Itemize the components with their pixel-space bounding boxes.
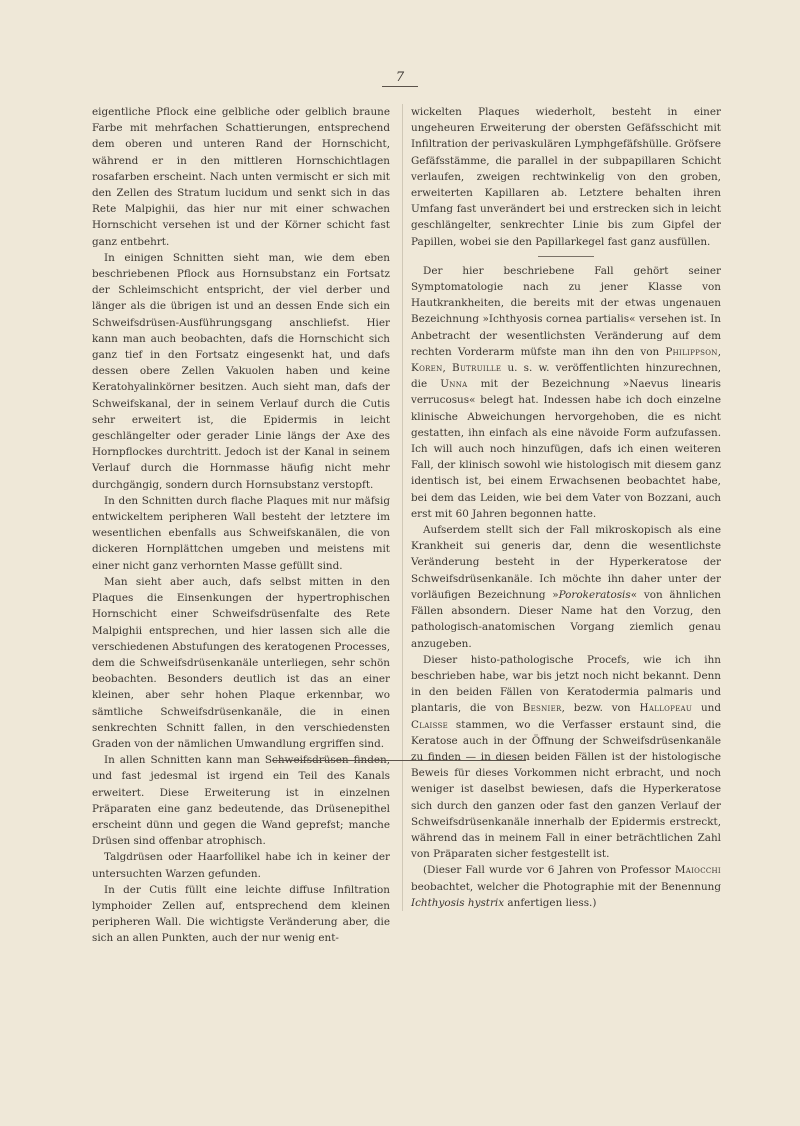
author-name: Hallopeau [639,702,693,715]
left-column [92,104,390,947]
paragraph: In den Schnitten durch flache Plaques mit nur mäfsig entwickeltem peripheren Wall besteht der letztere im wesentlichen ebenfalls aus Schweifskanälen, die von dickeren Hornplättchen umgeben und meistens mit einer nicht ganz verhornten Masse gefüllt sind. [92,494,390,572]
paragraph: Talgdrüsen oder Haarfollikel habe ich in keiner der untersuchten Warzen gefunden. [92,851,390,880]
paragraph: In einigen Schnitten sieht man, wie dem eben beschriebenen Pflock aus Hornsubstanz ein Fortsatz der Schleimschicht entspricht, der viel derber und länger als die übrigen ist und an dessen Ende sich ein Schweifsdrüsen-Ausführungsgang anschliefst. Hier kann man auch beobachten, dafs die Hornschicht sich ganz tief in den Fortsatz eingesenkt hat, und dafs dessen obere Zellen Vakuolen haben und keine Keratohyalinkörner besitzen. Auch sieht man, dafs der Schweifskanal, der in seinem Verlauf durch die Cutis sehr erweitert ist, die Epidermis in leicht geschlängelter oder gerader Linie längs der Axe des Hornpflockes durchtritt. Jedoch ist der Kanal in seinem Verlauf durch die Hornmasse häufig nicht mehr durchgängig, sondern durch Hornsubstanz verstopft. [92,251,390,491]
paragraph: Der hier beschriebene Fall gehört seiner Symptomatologie nach zu jener Klasse von Hautkrankheiten, die bereits mit der etwas ungenauen Bezeichnung »Ichthyosis cornea partialis« versehen ist. In Anbetracht der wesentlichsten Veränderung auf dem rechten Vorderarm müfste man ihn den von Philippson, Koren, Butruille u. s. w. veröffentlichten hinzurechnen, die Unna mit der Bezeichnung »Naevus linearis verrucosus« belegt hat. Indessen habe ich doch einzelne klinische Abweichungen hervorgehoben, die es nicht gestatten, ihn einfach als eine nävoide Form aufzufassen. Ich will auch noch hinzufügen, dafs ich einen weiteren Fall, der klinisch sowohl wie histologisch mit diesem ganz identisch ist, bei einem Erwachsenen beobachtet habe, bei dem das Leiden, wie bei dem Vater von Bozzani, auch erst mit 60 Jahren begonnen hatte. [411,264,721,520]
author-name: Koren [411,362,443,375]
paragraph: Man sieht aber auch, dafs selbst mitten in den Plaques die Einsenkungen der hypertrophischen Hornschicht einer Schweifsdrüsenfalte des Rete Malpighii entsprechen, und hier lassen sich alle die verschiedenen Abstufungen des keratogenen Processes, dem die Schweifsdrüsenkanäle unterliegen, sehr schön beobachten. Besonders deutlich ist das an einer kleinen, aber sehr hohen Plaque erkennbar, wo sämtliche Schweifsdrüsenkanäle, die in einen senkrechten Schnitt fallen, in den verschiedensten Graden von der nämlichen Umwandlung ergriffen sind. [92,575,390,750]
author-name: Philippson [665,345,718,358]
paragraph: wickelten Plaques wiederholt, besteht in einer ungeheuren Erweiterung der obersten Gefäfsschicht mit Infiltration der perivaskulären Lymphgefäfshülle. Gröfsere Gefäfsstämme, die parallel in der subpapillaren Schicht verlaufen, zweigen rechtwinkelig von den groben, erweiterten Kapillaren ab. Letztere behalten ihren Umfang fast unverändert bei und erstrecken sich in leicht geschlängelter, senkrechter Linie bis zum Gipfel der Papillen, wobei sie den Papillarkegel fast ganz ausfüllen. [411,106,721,248]
section-divider [538,256,594,257]
right-column [402,104,721,911]
author-name: Claisse [411,718,449,731]
paragraph: In der Cutis füllt eine leichte diffuse Infiltration lymphoider Zellen auf, entsprechend dem kleinen peripheren Wall. Die wichtigste Veränderung aber, die sich an allen Punkten, auch der nur wenig ent- [92,883,390,945]
author-name: Unna [440,378,468,391]
author-name: Maiocchi [674,864,721,877]
footer-rule [272,760,526,761]
paragraph: eigentliche Pflock eine gelbliche oder gelblich braune Farbe mit mehrfachen Schattierungen, entsprechend dem oberen und unteren Rand der Hornschicht, während er in den mittleren Hornschichtlagen rosafarben erscheint. Nach unten vermischt er sich mit den Zellen des Stratum lucidum und senkt sich in das Rete Malpighii, das hier nur mit einer schwachen Hornschicht versehen ist und der Körner schicht fast ganz entbehrt. [92,106,390,248]
author-name: Besnier [522,702,562,715]
page-number: 7 [382,70,418,87]
paragraph: In allen Schnitten kann man Schweifsdrüsen finden, und fast jedesmal ist irgend ein Teil des Kanals erweitert. Diese Erweiterung ist in einzelnen Präparaten eine ganz bedeutende, das Drüsenepithel erscheint dünn und gegen die Wand geprefst; manche Drüsen sind offenbar atrophisch. [92,754,390,848]
paragraph: (Dieser Fall wurde vor 6 Jahren von Professor Maiocchi beobachtet, welcher die Photographie mit der Benennung Ichthyosis hystrix anfertigen liess.) [411,864,721,909]
paragraph: Aufserdem stellt sich der Fall mikroskopisch als eine Krankheit sui generis dar, denn die wesentlichste Veränderung besteht in der Hyperkeratose der Schweifsdrüsenkanäle. Ich möchte ihn daher unter der vorläufigen Bezeichnung »Porokeratosis« von ähnlichen Fällen absondern. Dieser Name hat den Vorzug, den pathologisch-anatomischen Vorgang ziemlich genau anzugeben. [411,524,721,650]
paragraph: Dieser histo-pathologische Procefs, wie ich ihn beschrieben habe, war bis jetzt noch nicht bekannt. Denn in den beiden Fällen von Keratodermia palmaris und plantaris, die von Besnier, bezw. von Hallopeau und Claisse stammen, wo die Verfasser erstaunt sind, die Keratose auch in der Öffnung der Schweifsdrüsenkanäle zu finden — in diesen beiden Fällen ist der histologische Beweis für dieses Vorkommen nicht erbracht, und noch weniger ist daselbst bewiesen, dafs die Hyperkeratose sich durch den ganzen oder fast den ganzen Verlauf der Schweifsdrüsenkanäle innerhalb der Epidermis erstreckt, während das in meinem Fall in einer beträchtlichen Zahl von Präparaten sicher festgestellt ist. [411,653,721,861]
term-ichthyosis-hystrix: Ichthyosis hystrix [411,896,505,909]
term-porokeratosis: Porokeratosis [558,588,631,601]
author-name: Butruille [452,362,502,375]
